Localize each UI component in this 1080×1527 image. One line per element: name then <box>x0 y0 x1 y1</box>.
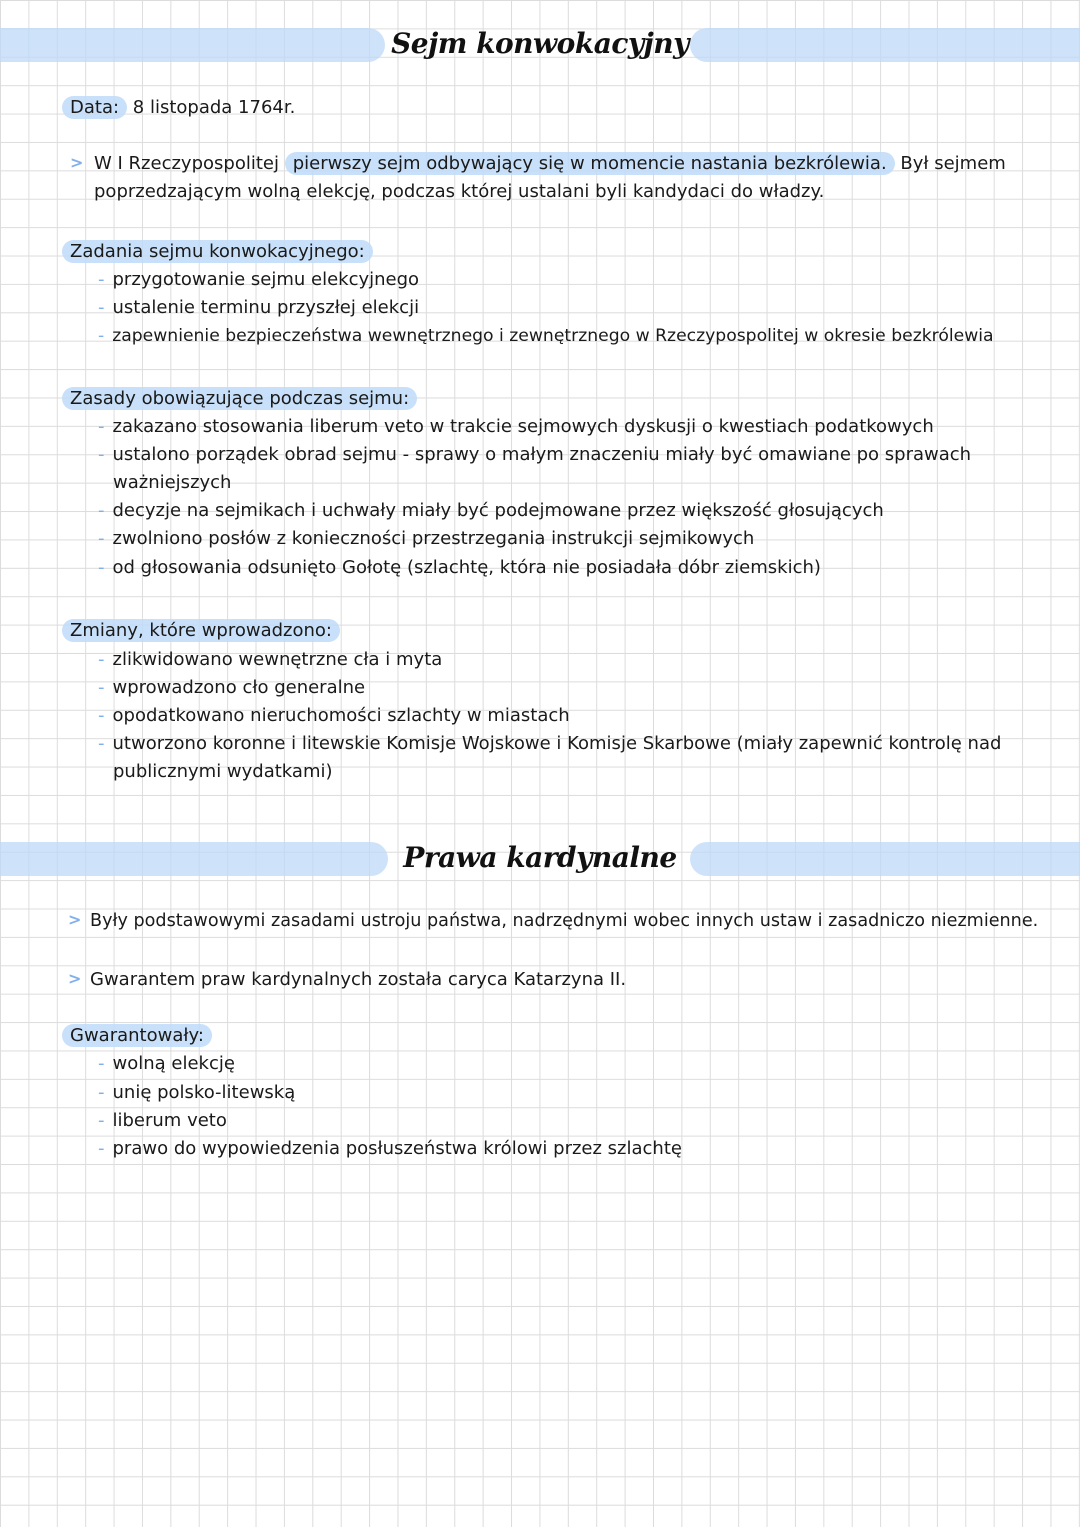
list-item <box>98 1135 682 1163</box>
section-title-prawa: Prawa kardynalne <box>403 841 677 874</box>
list-item <box>98 294 419 322</box>
list-item-text: wprowadzono cło generalne <box>112 677 366 698</box>
dash-marker: - <box>98 326 105 346</box>
list-item-text: liberum veto <box>112 1110 227 1131</box>
list-item <box>98 554 821 582</box>
guarantees-heading <box>62 1022 212 1050</box>
section-title-sejm: Sejm konwokacyjny <box>391 27 689 60</box>
list-item-text: ustalenie terminu przyszłej elekcji <box>112 297 420 318</box>
dash-marker: - <box>98 705 105 726</box>
dash-marker: - <box>98 1082 105 1103</box>
list-item <box>98 322 994 350</box>
list-item <box>98 413 934 441</box>
dash-marker: - <box>98 297 105 318</box>
list-item <box>98 674 365 702</box>
list-item-text: utworzono koronne i litewskie Komisje Wojskowe i Komisje Skarbowe (miały zapewnić kontrolę nad <box>112 733 1002 754</box>
list-item-continuation: ważniejszych <box>113 472 232 493</box>
dash-marker: - <box>98 528 105 549</box>
date-line <box>62 94 295 122</box>
changes-heading-text: Zmiany, które wprowadzono: <box>62 619 340 642</box>
list-item-text: zakazano stosowania liberum veto w trakcie sejmowych dyskusji o kwestiach podatkowych <box>112 416 934 437</box>
section-banner-prawa <box>0 834 1080 882</box>
intro-line-2: poprzedzającym wolną elekcję, podczas której ustalani byli kandydaci do władzy. <box>94 181 825 202</box>
intro-highlight: pierwszy sejm odbywający się w momencie nastania bezkrólewia. <box>285 152 895 175</box>
section-banner-sejm <box>0 20 1080 68</box>
date-label: Data: <box>62 96 127 119</box>
list-item <box>98 730 1001 758</box>
tasks-heading <box>62 238 373 266</box>
intro-post: Był sejmem <box>894 153 1006 174</box>
dash-marker: - <box>98 500 105 521</box>
dash-marker: - <box>98 444 105 465</box>
dash-marker: - <box>98 1053 105 1074</box>
list-item <box>98 525 754 553</box>
guarantees-heading-text: Gwarantowały: <box>62 1024 212 1047</box>
list-item-text: opodatkowano nieruchomości szlachty w miastach <box>112 705 570 726</box>
list-item-continuation: publicznymi wydatkami) <box>113 761 333 782</box>
rules-heading <box>62 385 417 413</box>
arrow-icon: > <box>68 910 82 929</box>
dash-marker: - <box>98 269 105 290</box>
arrow-icon: > <box>68 969 82 988</box>
list-item-text: decyzje na sejmikach i uchwały miały być podejmowane przez większość głosujących <box>112 500 884 521</box>
list-item-text: prawo do wypowiedzenia posłuszeństwa królowi przez szlachtę <box>112 1138 682 1159</box>
dash-marker: - <box>98 733 105 754</box>
list-item <box>98 1107 227 1135</box>
dash-marker: - <box>98 557 105 578</box>
intro-pre: W I Rzeczypospolitej <box>94 153 285 174</box>
dash-marker: - <box>98 1110 105 1131</box>
arrow-icon: > <box>70 153 84 172</box>
list-item <box>98 1079 295 1107</box>
list-item <box>98 646 442 674</box>
list-item <box>98 266 419 294</box>
point-2: Gwarantem praw kardynalnych została caryca Katarzyna II. <box>90 969 627 990</box>
list-item-text: zapewnienie bezpieczeństwa wewnętrznego i zewnętrznego w Rzeczypospolitej w okresie bezkrólewia <box>112 326 994 346</box>
date-value: 8 listopada 1764r. <box>132 97 296 118</box>
intro-line-1 <box>94 150 1006 178</box>
dash-marker: - <box>98 677 105 698</box>
changes-heading <box>62 617 340 645</box>
list-item <box>98 702 570 730</box>
list-item-text: wolną elekcję <box>112 1053 235 1074</box>
list-item-text: zwolniono posłów z konieczności przestrzegania instrukcji sejmikowych <box>112 528 755 549</box>
tasks-heading-text: Zadania sejmu konwokacyjnego: <box>62 240 373 263</box>
list-item-text: zlikwidowano wewnętrzne cła i myta <box>112 649 443 670</box>
rules-heading-text: Zasady obowiązujące podczas sejmu: <box>62 387 417 410</box>
point-1: Były podstawowymi zasadami ustroju państwa, nadrzędnymi wobec innych ustaw i zasadniczo niezmienne. <box>90 911 1039 931</box>
list-item-text: unię polsko-litewską <box>112 1082 296 1103</box>
list-item-text: przygotowanie sejmu elekcyjnego <box>112 269 420 290</box>
dash-marker: - <box>98 1138 105 1159</box>
dash-marker: - <box>98 416 105 437</box>
dash-marker: - <box>98 649 105 670</box>
list-item <box>98 497 884 525</box>
list-item <box>98 441 971 469</box>
list-item-text: ustalono porządek obrad sejmu - sprawy o małym znaczeniu miały być omawiane po sprawach <box>112 444 972 465</box>
list-item <box>98 1050 235 1078</box>
list-item-text: od głosowania odsunięto Gołotę (szlachtę, która nie posiadała dóbr ziemskich) <box>112 557 821 578</box>
